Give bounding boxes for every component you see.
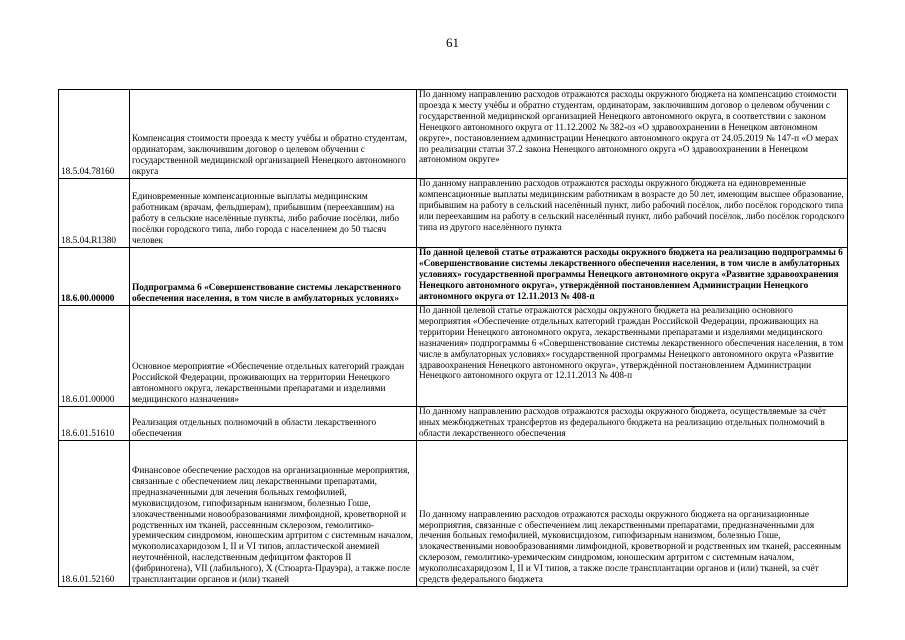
row-name: Реализация отдельных полномочий в области лекарственного обеспечения	[130, 407, 417, 441]
table-row	[59, 179, 848, 248]
row-name: Единовременные компенсационные выплаты медицинским работникам (врачам, фельдшерам), прибывшим (переехавшим) на работу в сельские населённые пункты, либо рабочие посёлки, либо посёлки городского типа, либо города с населением до 50 тысяч человек	[130, 179, 417, 248]
row-description: По данному направлению расходов отражаются расходы окружного бюджета, осуществляемые за счёт иных межбюджетных трансфертов из федерального бюджета на реализацию отдельных полномочий в области лекарственного обеспечения	[417, 407, 848, 441]
row-code: 18.6.01.52160	[59, 441, 130, 587]
row-code: 18.6.00.00000	[59, 248, 130, 306]
row-code: 18.5.04.R1380	[59, 179, 130, 248]
row-description: По данной целевой статье отражаются расходы окружного бюджета на реализацию подпрограммы 6 «Совершенствование системы лекарственного обеспечения населения, в том числе в амбулаторных условиях» государственной программы Ненецкого автономного округа «Развитие здравоохранения Ненецкого автономного округа», утверждённой постановлением Администрации Ненецкого автономного округа от 12.11.2013 № 408-п	[417, 248, 848, 306]
row-description: По данной целевой статье отражаются расходы окружного бюджета на реализацию основного мероприятия «Обеспечение отдельных категорий граждан Российской Федерации, проживающих на территории Ненецкого автономного округа, лекарственными препаратами и изделиями медицинского назначения» подпрограммы 6 «Совершенствование системы лекарственного обеспечения населения, в том числе в амбулаторных условиях» государственной программы Ненецкого автономного округа «Развитие здравоохранения Ненецкого автономного округа», утверждённой постановлением Администрации Ненецкого автономного округа от 12.11.2013 № 408-п	[417, 306, 848, 407]
row-name: Основное мероприятие «Обеспечение отдельных категорий граждан Российской Федерации, проживающих на территории Ненецкого автономного округа, лекарственными препаратами и изделиями медицинского назначения»	[130, 306, 417, 407]
table-row	[59, 306, 848, 407]
row-code: 18.6.01.00000	[59, 306, 130, 407]
table-row	[59, 441, 848, 587]
row-code: 18.5.04.78160	[59, 90, 130, 179]
row-description: По данному направлению расходов отражаются расходы окружного бюджета на компенсацию стоимости проезда к месту учёбы и обратно студентам, ординаторам, заключившим договор о целевом обучении с государственной медицинской организацией Ненецкого автономного округа, в соответствии с законом Ненецкого автономного округа от 11.12.2002 № 382-оз «О здравоохранении в Ненецком автономном округе», постановлением администрации Ненецкого автономного округа от 24.05.2019 № 147-п «О мерах по реализации статьи 37.2 закона Ненецкого автономного округа «О здравоохранении в Ненецком автономном округе»	[417, 90, 848, 179]
budget-classification-table	[58, 89, 848, 587]
row-code: 18.6.01.51610	[59, 407, 130, 441]
row-description: По данному направлению расходов отражаются расходы окружного бюджета на единовременные компенсационные выплаты медицинским работникам в возрасте до 50 лет, имеющим высшее образование, прибывшим на работу в сельский населённый пункт, либо рабочий посёлок, либо посёлок городского типа или переехавшим на работу в сельский населённый пункт, либо рабочий посёлок, либо посёлок городского типа из другого населённого пункта	[417, 179, 848, 248]
table-row	[59, 407, 848, 441]
row-name: Финансовое обеспечение расходов на организационные мероприятия, связанные с обеспечением лиц лекарственными препаратами, предназначенными для лечения больных гемофилией, муковисцидозом, гипофизарным нанизмом, болезнью Гоше, злокачественными новообразованиями лимфоидной, кроветворной и родственных им тканей, рассеянным склерозом, гемолитико-уремическим синдромом, юношеским артритом с системным началом, мукополисахаридозом I, II и VI типов, апластической анемией неуточнённой, наследственным дефицитом факторов II (фибриногена), VII (лабильного), X (Стюарта-Прауэра), а также после трансплантации органов и (или) тканей	[130, 441, 417, 587]
row-name: Компенсация стоимости проезда к месту учёбы и обратно студентам, ординаторам, заключившим договор о целевом обучении с государственной медицинской организацией Ненецкого автономного округа	[130, 90, 417, 179]
table-row	[59, 90, 848, 179]
table-row	[59, 248, 848, 306]
page-number: 61	[446, 35, 459, 50]
row-description: По данному направлению расходов отражаются расходы окружного бюджета на организационные мероприятия, связанные с обеспечением лиц лекарственными препаратами, предназначенными для лечения больных гемофилией, муковисцидозом, гипофизарным нанизмом, болезнью Гоше, злокачественными новообразованиями лимфоидной, кроветворной и родственных им тканей, рассеянным склерозом, гемолитико-уремическим синдромом, юношеским артритом с системным началом, мукополисахаридозом I, II и VI типов, а также после трансплантации органов и (или) тканей, за счёт средств федерального бюджета	[417, 441, 848, 587]
row-name: Подпрограмма 6 «Совершенствование системы лекарственного обеспечения населения, в том числе в амбулаторных условиях»	[130, 248, 417, 306]
